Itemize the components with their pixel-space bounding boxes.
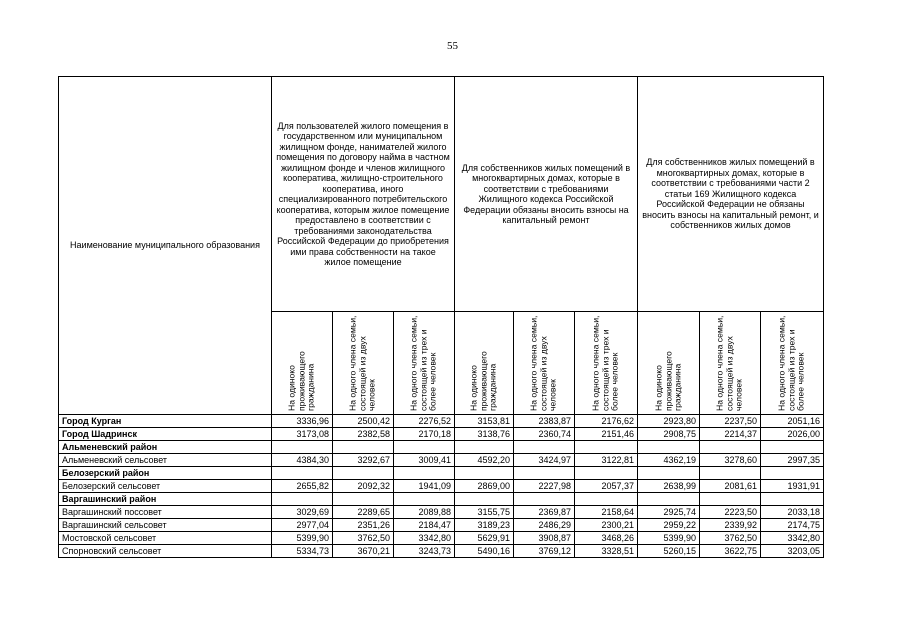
subheader-text: На одного члена семьи, состоящей из трех и более человек: [408, 315, 438, 411]
value-cell: [455, 441, 514, 454]
subheader-single: [455, 312, 514, 415]
subheader-text: На одного члена семьи, состоящей из двух человек: [714, 315, 744, 411]
municipality-name-cell: Варгашинский район: [59, 493, 272, 506]
value-cell: 3908,87: [514, 532, 575, 545]
value-cell: 2339,92: [700, 519, 761, 532]
value-cell: 3468,26: [575, 532, 638, 545]
value-cell: 2959,22: [638, 519, 700, 532]
value-cell: 3138,76: [455, 428, 514, 441]
table-row: [59, 480, 824, 493]
value-cell: [761, 493, 824, 506]
municipality-name-cell: Белозерский район: [59, 467, 272, 480]
value-cell: [272, 467, 333, 480]
municipality-name-cell: Спорновский сельсовет: [59, 545, 272, 558]
group-header-row: [59, 77, 824, 312]
value-cell: 3328,51: [575, 545, 638, 558]
value-cell: 2151,46: [575, 428, 638, 441]
value-cell: 3189,23: [455, 519, 514, 532]
value-cell: 2051,16: [761, 415, 824, 428]
subheader-single: [272, 312, 333, 415]
value-cell: 3155,75: [455, 506, 514, 519]
value-cell: 2223,50: [700, 506, 761, 519]
table-body: [59, 77, 824, 558]
group-header-owners-obliged: Для собственников жилых помещений в многоквартирных домах, которые в соответствии с требованиями Жилищного кодекса Российской Федерации обязаны вносить взносы на капитальный ремонт: [455, 77, 638, 312]
table-row: [59, 545, 824, 558]
value-cell: [638, 493, 700, 506]
value-cell: [575, 467, 638, 480]
value-cell: 3122,81: [575, 454, 638, 467]
table-row: [59, 506, 824, 519]
name-column-header: Наименование муниципального образования: [59, 77, 272, 415]
municipality-name-cell: Город Курган: [59, 415, 272, 428]
municipality-name-cell: Варгашинский поссовет: [59, 506, 272, 519]
value-cell: [638, 467, 700, 480]
subheader-text: На одиноко проживающего гражданина: [468, 351, 498, 411]
value-cell: 2383,87: [514, 415, 575, 428]
value-cell: 5629,91: [455, 532, 514, 545]
value-cell: 2184,47: [394, 519, 455, 532]
group-header-users: Для пользователей жилого помещения в государственном или муниципальном жилищном фонде, нанимателей жилого помещения по договору найма в частном жилищном фонде и членов жилищного кооператива, жилищно-строительного кооператива, иного специализированного потребительского кооператива, которым жилое помещение предоставлено в соответствии с требованиями законодательства Российской Федерации до приобретения ими права собственности на такое жилое помещение: [272, 77, 455, 312]
value-cell: 2869,00: [455, 480, 514, 493]
value-cell: 2382,58: [333, 428, 394, 441]
value-cell: 3336,96: [272, 415, 333, 428]
value-cell: [394, 441, 455, 454]
value-cell: 2237,50: [700, 415, 761, 428]
value-cell: 4362,19: [638, 454, 700, 467]
value-cell: [455, 467, 514, 480]
value-cell: 2638,99: [638, 480, 700, 493]
municipality-name-cell: Варгашинский сельсовет: [59, 519, 272, 532]
value-cell: 2081,61: [700, 480, 761, 493]
value-cell: 2158,64: [575, 506, 638, 519]
subheader-two-person: [700, 312, 761, 415]
subheader-text: На одного члена семьи, состоящей из двух человек: [528, 315, 558, 411]
value-cell: [514, 467, 575, 480]
municipality-name-cell: Мостовской сельсовет: [59, 532, 272, 545]
value-cell: 2997,35: [761, 454, 824, 467]
value-cell: 3243,73: [394, 545, 455, 558]
value-cell: 2369,87: [514, 506, 575, 519]
value-cell: 3292,67: [333, 454, 394, 467]
page-number: 55: [447, 40, 458, 52]
municipality-name-cell: Город Шадринск: [59, 428, 272, 441]
value-cell: [394, 493, 455, 506]
value-cell: [700, 493, 761, 506]
subsistence-table: [58, 76, 824, 558]
value-cell: 2360,74: [514, 428, 575, 441]
group-header-owners-not-obliged: Для собственников жилых помещений в многоквартирных домах, которые в соответствии с требованиями части 2 статьи 169 Жилищного кодекса Российской Федерации не обязаны вносить взносы на капитальный ремонт, и собственников жилых домов: [638, 77, 824, 312]
value-cell: 3342,80: [394, 532, 455, 545]
value-cell: 2227,98: [514, 480, 575, 493]
value-cell: [333, 493, 394, 506]
section-row: [59, 415, 824, 428]
value-cell: 1941,09: [394, 480, 455, 493]
value-cell: 2486,29: [514, 519, 575, 532]
value-cell: 5334,73: [272, 545, 333, 558]
value-cell: [700, 441, 761, 454]
value-cell: [333, 467, 394, 480]
subheader-text: На одиноко проживающего гражданина: [653, 351, 683, 411]
value-cell: 5490,16: [455, 545, 514, 558]
value-cell: [761, 441, 824, 454]
table-row: [59, 454, 824, 467]
value-cell: 4384,30: [272, 454, 333, 467]
value-cell: 2908,75: [638, 428, 700, 441]
section-row: [59, 467, 824, 480]
value-cell: 2289,65: [333, 506, 394, 519]
value-cell: 5399,90: [272, 532, 333, 545]
value-cell: 2026,00: [761, 428, 824, 441]
value-cell: [638, 441, 700, 454]
value-cell: 3153,81: [455, 415, 514, 428]
value-cell: 2300,21: [575, 519, 638, 532]
value-cell: [272, 493, 333, 506]
value-cell: 2923,80: [638, 415, 700, 428]
municipality-name-cell: Альменевский район: [59, 441, 272, 454]
value-cell: 2214,37: [700, 428, 761, 441]
value-cell: 3622,75: [700, 545, 761, 558]
subheader-three-plus: [394, 312, 455, 415]
subheader-two-person: [514, 312, 575, 415]
value-cell: 3762,50: [700, 532, 761, 545]
subheader-text: На одного члена семьи, состоящей из трех и более человек: [776, 315, 806, 411]
table-row: [59, 532, 824, 545]
value-cell: 3173,08: [272, 428, 333, 441]
value-cell: 2092,32: [333, 480, 394, 493]
value-cell: 5260,15: [638, 545, 700, 558]
value-cell: 2057,37: [575, 480, 638, 493]
subheader-text: На одного члена семьи, состоящей из двух человек: [347, 315, 377, 411]
value-cell: 3342,80: [761, 532, 824, 545]
value-cell: 3278,60: [700, 454, 761, 467]
value-cell: [575, 493, 638, 506]
municipality-name-cell: Альменевский сельсовет: [59, 454, 272, 467]
value-cell: [333, 441, 394, 454]
value-cell: 3029,69: [272, 506, 333, 519]
value-cell: 2351,26: [333, 519, 394, 532]
subheader-three-plus: [575, 312, 638, 415]
subheader-three-plus: [761, 312, 824, 415]
value-cell: [455, 493, 514, 506]
value-cell: [575, 441, 638, 454]
table-row: [59, 519, 824, 532]
subheader-text: На одиноко проживающего гражданина: [286, 351, 316, 411]
value-cell: 2176,62: [575, 415, 638, 428]
value-cell: 2925,74: [638, 506, 700, 519]
value-cell: 2033,18: [761, 506, 824, 519]
value-cell: 2977,04: [272, 519, 333, 532]
value-cell: 2089,88: [394, 506, 455, 519]
value-cell: 3009,41: [394, 454, 455, 467]
section-row: [59, 493, 824, 506]
value-cell: 2500,42: [333, 415, 394, 428]
section-row: [59, 441, 824, 454]
value-cell: 3670,21: [333, 545, 394, 558]
value-cell: 2655,82: [272, 480, 333, 493]
value-cell: [514, 493, 575, 506]
value-cell: [514, 441, 575, 454]
subheader-two-person: [333, 312, 394, 415]
value-cell: 4592,20: [455, 454, 514, 467]
subheader-text: На одного члена семьи, состоящей из трех и более человек: [590, 315, 620, 411]
subheader-single: [638, 312, 700, 415]
value-cell: 2276,52: [394, 415, 455, 428]
value-cell: 3424,97: [514, 454, 575, 467]
municipality-name-cell: Белозерский сельсовет: [59, 480, 272, 493]
value-cell: 1931,91: [761, 480, 824, 493]
value-cell: 3762,50: [333, 532, 394, 545]
value-cell: 2170,18: [394, 428, 455, 441]
section-row: [59, 428, 824, 441]
value-cell: 2174,75: [761, 519, 824, 532]
value-cell: 5399,90: [638, 532, 700, 545]
value-cell: [394, 467, 455, 480]
value-cell: [272, 441, 333, 454]
value-cell: [700, 467, 761, 480]
value-cell: 3769,12: [514, 545, 575, 558]
value-cell: 3203,05: [761, 545, 824, 558]
value-cell: [761, 467, 824, 480]
